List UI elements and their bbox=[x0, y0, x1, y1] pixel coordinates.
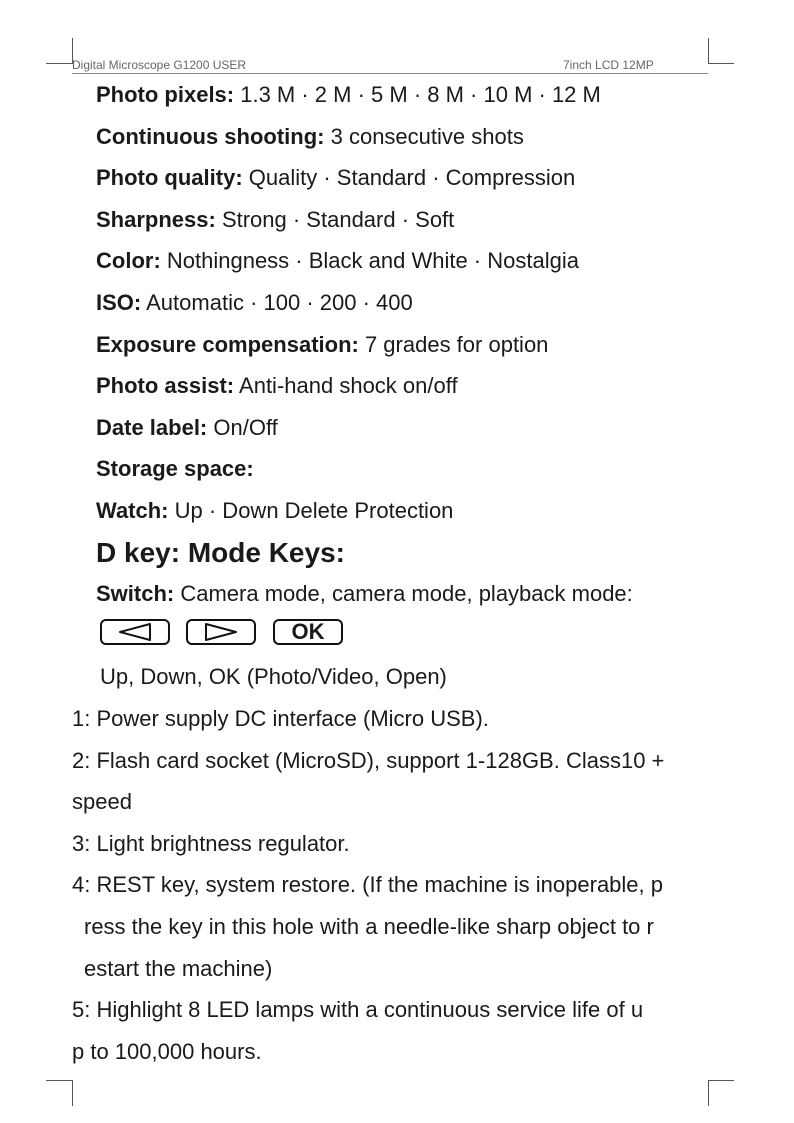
setting-label: Sharpness: bbox=[96, 207, 216, 232]
right-triangle-icon bbox=[204, 623, 238, 641]
list-item: 4: REST key, system restore. (If the machine is inoperable, p bbox=[72, 872, 663, 897]
switch-label: Switch: bbox=[96, 581, 175, 606]
setting-value: 7 grades for option bbox=[358, 332, 549, 357]
setting-row bbox=[96, 206, 454, 234]
left-key bbox=[100, 619, 170, 645]
setting-value: 1.3 M · 2 M · 5 M · 8 M · 10 M · 12 M bbox=[234, 82, 601, 107]
setting-value: Quality · Standard · Compression bbox=[242, 165, 576, 190]
setting-row bbox=[96, 81, 601, 109]
setting-label: ISO: bbox=[96, 290, 142, 315]
setting-value: On/Off bbox=[207, 415, 278, 440]
crop-mark-bottom-left bbox=[46, 1080, 72, 1081]
list-item: p to 100,000 hours. bbox=[72, 1039, 262, 1064]
setting-label: Photo assist: bbox=[96, 373, 235, 398]
list-item: speed bbox=[72, 789, 132, 814]
switch-row bbox=[96, 580, 633, 608]
setting-label: Watch: bbox=[96, 498, 169, 523]
running-header-left: Digital Microscope G1200 USER bbox=[72, 58, 247, 72]
right-key bbox=[186, 619, 256, 645]
left-triangle-icon bbox=[118, 623, 152, 641]
setting-row bbox=[96, 123, 524, 151]
setting-label: Color: bbox=[96, 248, 161, 273]
ok-key bbox=[273, 619, 343, 645]
crop-mark-top-right bbox=[708, 63, 734, 64]
setting-value: Anti-hand shock on/off bbox=[234, 373, 458, 398]
list-item: 3: Light brightness regulator. bbox=[72, 831, 350, 856]
setting-label: Photo pixels: bbox=[96, 82, 235, 107]
setting-label: Storage space: bbox=[96, 456, 254, 481]
list-item: estart the machine) bbox=[84, 956, 273, 981]
setting-label: Date label: bbox=[96, 415, 208, 440]
setting-value: Automatic · 100 · 200 · 400 bbox=[141, 290, 413, 315]
setting-row bbox=[96, 247, 579, 275]
setting-value: Strong · Standard · Soft bbox=[215, 207, 455, 232]
crop-mark-top-left bbox=[46, 63, 72, 64]
setting-label: Exposure compensation: bbox=[96, 332, 359, 357]
running-header-right: 7inch LCD 12MP bbox=[563, 58, 654, 72]
setting-value: 3 consecutive shots bbox=[324, 124, 524, 149]
setting-label: Continuous shooting: bbox=[96, 124, 325, 149]
crop-mark-top-right bbox=[708, 38, 709, 64]
list-item: ress the key in this hole with a needle-like sharp object to r bbox=[84, 914, 654, 939]
setting-row bbox=[96, 497, 453, 525]
list-item: 5: Highlight 8 LED lamps with a continuous service life of u bbox=[72, 997, 644, 1022]
header-rule bbox=[72, 73, 708, 74]
setting-value: Up · Down Delete Protection bbox=[168, 498, 454, 523]
setting-row bbox=[96, 455, 254, 483]
setting-value: Nothingness · Black and White · Nostalgia bbox=[160, 248, 579, 273]
crop-mark-bottom-right bbox=[708, 1080, 734, 1081]
setting-row bbox=[96, 164, 575, 192]
mode-keys-heading: D key: Mode Keys: bbox=[96, 537, 345, 568]
ok-key-label: OK bbox=[291, 619, 325, 644]
crop-mark-bottom-left bbox=[72, 1080, 73, 1106]
list-item: 2: Flash card socket (MicroSD), support 1-128GB. Class10 + bbox=[72, 748, 665, 773]
switch-value: Camera mode, camera mode, playback mode: bbox=[174, 581, 633, 606]
setting-label: Photo quality: bbox=[96, 165, 243, 190]
keys-caption: Up, Down, OK (Photo/Video, Open) bbox=[100, 664, 447, 689]
setting-row bbox=[96, 372, 458, 400]
setting-row bbox=[96, 331, 548, 359]
crop-mark-bottom-right bbox=[708, 1080, 709, 1106]
list-item: 1: Power supply DC interface (Micro USB). bbox=[72, 706, 489, 731]
setting-row bbox=[96, 414, 278, 442]
setting-row bbox=[96, 289, 413, 317]
